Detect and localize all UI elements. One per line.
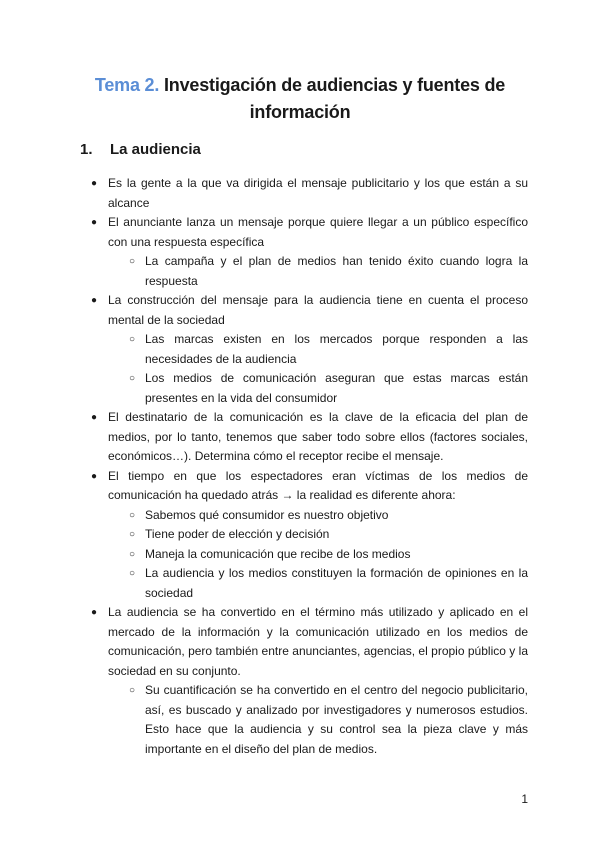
hollow-bullet-icon: ○ [128, 568, 136, 579]
section-heading [80, 140, 201, 160]
hollow-bullet-icon: ○ [128, 256, 136, 267]
section-title: La audiencia [110, 141, 201, 158]
hollow-bullet-icon: ○ [128, 529, 136, 540]
list-item: ● Es la gente a la que va dirigida el mensaje publicitario y los que están a su alcance [88, 174, 528, 213]
page-number: 1 [521, 792, 528, 806]
hollow-bullet-icon: ○ [128, 373, 136, 384]
sub-list-item: ○ La audiencia y los medios constituyen la formación de opiniones en la sociedad [88, 564, 528, 603]
sub-list-item: ○ La campaña y el plan de medios han tenido éxito cuando logra la respuesta [88, 252, 528, 291]
hollow-bullet-icon: ○ [128, 334, 136, 345]
sub-list-item: ○ Tiene poder de elección y decisión [88, 525, 528, 545]
section-number: 1. [80, 141, 93, 158]
sub-list-item: ○ Su cuantificación se ha convertido en el centro del negocio publicitario, así, es buscado y analizado por investigadores y numerosos estudios. Esto hace que la audiencia y su control sea la pieza clave y más importante en el diseño del plan de medios. [88, 681, 528, 759]
list-item: ● La audiencia se ha convertido en el término más utilizado y aplicado en el mercado de la información y la comunicación utilizado en los medios de comunicación, pero también entre anunciantes, agencias, el propio público y la sociedad en su conjunto. [88, 603, 528, 681]
list-item: ● La construcción del mensaje para la audiencia tiene en cuenta el proceso mental de la sociedad [88, 291, 528, 330]
page-title [80, 72, 520, 126]
bullet-list [88, 174, 528, 759]
sub-list-item: ○ Las marcas existen en los mercados porque responden a las necesidades de la audiencia [88, 330, 528, 369]
bullet-icon: ● [90, 178, 98, 189]
bullet-icon: ● [90, 412, 98, 423]
title-text: Investigación de audiencias y fuentes de información [164, 75, 506, 122]
bullet-icon: ● [90, 607, 98, 618]
sub-list-item: ○ Maneja la comunicación que recibe de los medios [88, 545, 528, 565]
bullet-icon: ● [90, 217, 98, 228]
hollow-bullet-icon: ○ [128, 509, 136, 521]
bullet-icon: ● [90, 295, 98, 306]
title-chapter-label: Tema 2. [94, 75, 160, 95]
sub-list-item: ○ Los medios de comunicación aseguran que estas marcas están presentes en la vida del consumidor [88, 369, 528, 408]
list-item: ● El destinatario de la comunicación es la clave de la eficacia del plan de medios, por lo tanto, tenemos que saber todo sobre ellos (factores sociales, económicos…). Determina cómo el receptor recibe el mensaje. [88, 408, 528, 467]
list-item: ● El anunciante lanza un mensaje porque quiere llegar a un público específico con una respuesta específica [88, 213, 528, 252]
bullet-icon: ● [90, 470, 98, 482]
list-item: ● El tiempo en que los espectadores eran víctimas de los medios de comunicación ha quedado atrás → la realidad es diferente ahora: [88, 467, 528, 506]
sub-list-item: ○ Sabemos qué consumidor es nuestro objetivo [88, 506, 528, 526]
hollow-bullet-icon: ○ [128, 548, 136, 560]
hollow-bullet-icon: ○ [128, 685, 136, 696]
